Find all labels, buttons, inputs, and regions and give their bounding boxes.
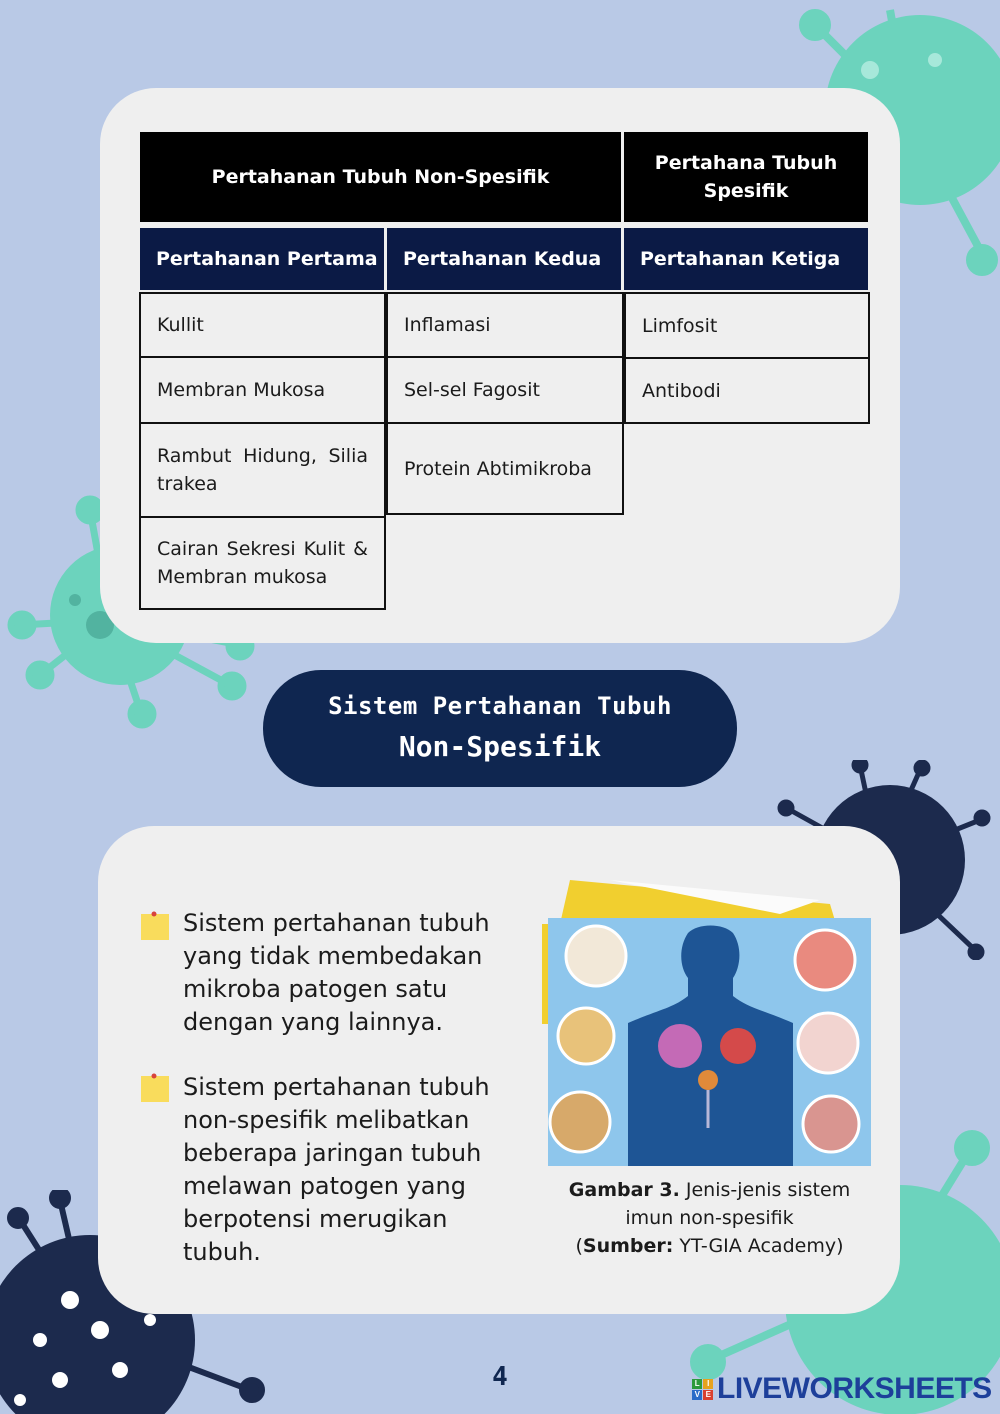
table-cell-kedua-2: Sel-sel Fagosit — [386, 356, 624, 424]
bullet-text-1: Sistem pertahanan tubuh yang tidak membedakan mikroba patogen satu dengan yang lainnya. — [183, 909, 490, 1036]
col-header-ketiga: Pertahanan Ketiga — [624, 228, 868, 290]
logo-letter: V — [692, 1390, 702, 1400]
section-title-line1: Sistem Pertahanan Tubuh — [328, 692, 672, 720]
header-nonspesifik: Pertahanan Tubuh Non-Spesifik — [140, 132, 621, 222]
table-cell-ketiga-2: Antibodi — [624, 357, 870, 424]
table-cell-kedua-1: Inflamasi — [386, 292, 624, 358]
table-cell-ketiga-1: Limfosit — [624, 292, 870, 359]
figure-caption — [548, 1176, 871, 1260]
header-spesifik: Pertahana Tubuh Spesifik — [624, 132, 868, 222]
caption-text: Jenis-jenis sistem imun non-spesifik — [625, 1179, 851, 1229]
caption-label: Gambar 3. — [568, 1179, 680, 1201]
table-cell-pertama-3: Rambut Hidung, Silia trakea — [139, 422, 386, 518]
col-header-pertama: Pertahanan Pertama — [140, 228, 384, 290]
section-title-line2: Non-Spesifik — [398, 730, 602, 763]
section-title — [263, 670, 737, 787]
logo-letter: E — [703, 1390, 713, 1400]
page-number: 4 — [492, 1362, 508, 1392]
sticky-note-icon — [140, 1073, 170, 1103]
col-header-kedua: Pertahanan Kedua — [387, 228, 621, 290]
logo-letter: I — [703, 1379, 713, 1389]
brand-text: LIVEWORKSHEETS — [717, 1372, 992, 1405]
sticky-note-icon — [140, 911, 170, 941]
brand-logo — [692, 1372, 992, 1406]
logo-letter: L — [692, 1379, 702, 1389]
table-cell-kedua-3: Protein Abtimikroba — [386, 422, 624, 515]
bullet-text-2: Sistem pertahanan tubuh non-spesifik melibatkan beberapa jaringan tubuh melawan patogen yang berpotensi merugikan tubuh. — [183, 1073, 490, 1266]
caption-source-label: Sumber: — [582, 1235, 674, 1257]
liveworksheets-logo-icon — [692, 1379, 713, 1400]
table-cell-pertama-2: Membran Mukosa — [139, 356, 386, 424]
caption-open: ( — [575, 1235, 583, 1257]
immune-system-illustration — [548, 918, 871, 1166]
table-cell-pertama-1: Kullit — [139, 292, 386, 358]
table-cell-pertama-4: Cairan Sekresi Kulit & Membran mukosa — [139, 516, 386, 610]
caption-source: YT-GIA Academy) — [673, 1235, 844, 1257]
